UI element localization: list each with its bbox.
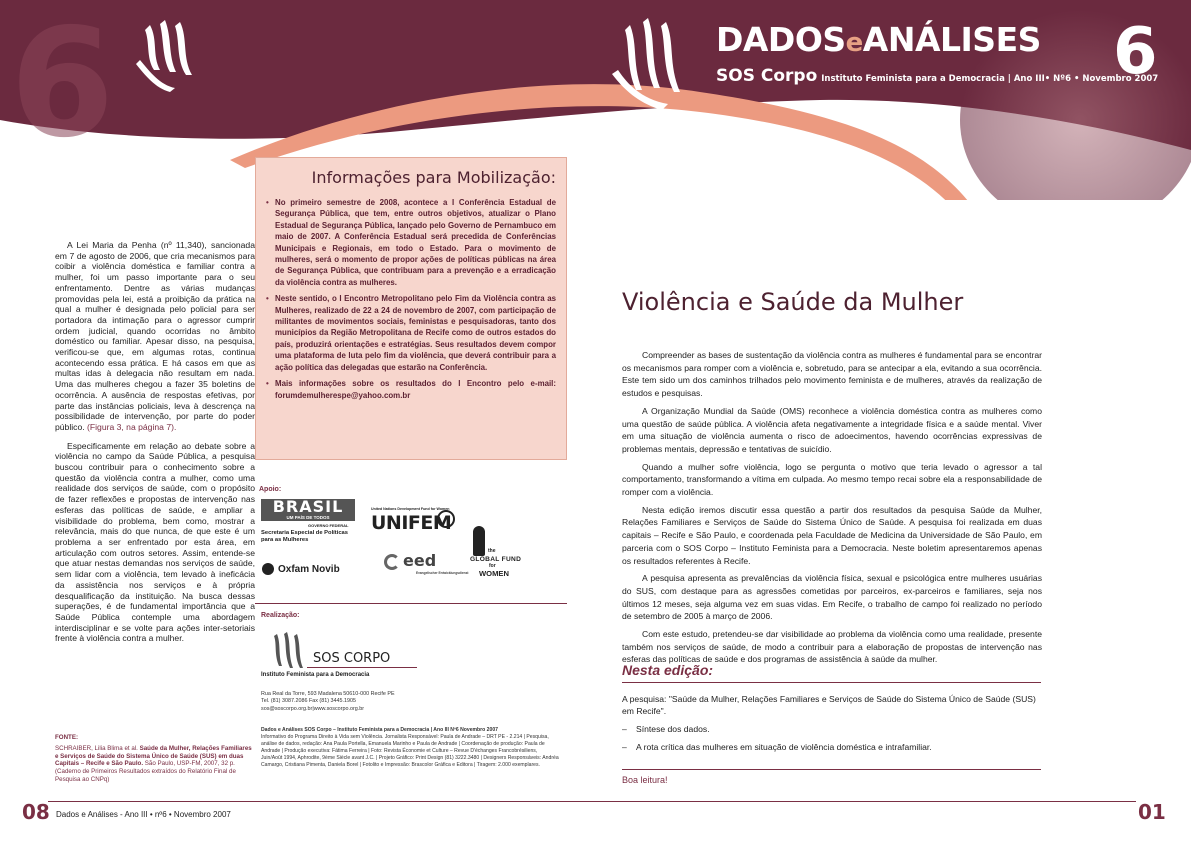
eed-icon — [384, 554, 400, 570]
brasil-logo — [261, 499, 355, 521]
nesta-intro: A pesquisa: "Saúde da Mulher, Relações Familiares e Serviços de Saúde do Sistema Único de Saúde (SUS) em Recife". — [622, 694, 1036, 716]
gfw-global: GLOBAL FUND — [470, 556, 522, 563]
footer-text: Dados e Análises - Ano III • nº6 • Novembro 2007 — [56, 810, 231, 819]
footer-rule — [48, 801, 1136, 802]
unifem-logo: UNIFEM — [371, 512, 452, 534]
globe-icon — [437, 510, 455, 528]
secretaria-label: Secretaria Especial de Políticas para as Mulheres — [261, 530, 349, 543]
mobilization-item: • Mais informações sobre os resultados do I Encontro pelo e-mail: forumdemulherespe@yahoo.com.br — [266, 378, 556, 401]
article-title: Violência e Saúde da Mulher — [622, 288, 964, 316]
sos-corpo-sub: Instituto Feminista para a Democracia — [261, 672, 370, 678]
mobilization-box — [255, 157, 567, 460]
gov-label: GOVERNO FEDERAL — [308, 523, 349, 528]
gfw-icon — [473, 526, 485, 556]
sos-corpo-logo: SOS CORPO — [313, 651, 391, 666]
address-line: Rua Real da Torre, 593 Madalena 50610-000 Recife PE — [261, 691, 395, 697]
nesta-rule — [622, 682, 1041, 683]
oxfam-logo: Oxfam Novib — [278, 564, 340, 575]
eed-sub: Evangelischer Entwicklungsdienst — [416, 571, 469, 575]
realizacao-box — [255, 603, 567, 787]
page-number-left: 08 — [22, 800, 50, 824]
apoio-label: Apoio: — [259, 486, 282, 493]
phone-line: Tel. (81) 3087.2086 Fax (81) 3445.1905 — [261, 698, 356, 705]
nesta-item: – Síntese dos dados. — [622, 723, 1042, 735]
credits-title: Dados e Análises SOS Corpo – Instituto Feminista para a Democracia | Ano III Nº6 Novembro 2007 — [261, 727, 499, 733]
article-paragraph: A Organização Mundial da Saúde (OMS) reconhece a violência doméstica contra as mulheres como uma questão de saúde pública. A violência afeta negativamente a integridade física e a saúde mental. Viver em uma situação de violência aumenta o risco de adoecimentos, havendo ocorrências expressivas de problemas mentais, depressão e tentativas de suicídio. — [622, 405, 1042, 454]
issue-number: 6 — [1113, 15, 1158, 89]
article-paragraph: A pesquisa apresenta as prevalências da violência física, sexual e psicológica entre mulheres usuárias do SUS, com destaque para as agressões cometidas por parceiros, ex-parceiros e familiares, seja nos últimos 12 meses, seja alguma vez em suas vidas. Em Recife, o trabalho de campo foi realizado no período de setembro de 2005 à março de 2006. — [622, 573, 1042, 622]
credits-text: Informativo do Programa Direito à Vida sem Violência. Jornalista Responsável: Paula de Andrade – DRT PE - 2.214 | Pesquisa, análise de dados, redação: Ana Paula Portella, Emanuela Marinho e Paula de Andrade | Coordenação de produção: Paula de Andrade | Produção executiva: Fátima Ferreira | Foto: Revista Économie et Culture – Revue D'échanges Francobrésiliens, Juin/Août 1994, Aphrodite, 9ème Siècle avant J.C. | Projeto Gráfico: Print Design (81) 3222.3480 | Designers Responsáveis: Andréa Camargo, Cristiana Pimenta, Daniela Borel | Fotolito e Impressão: Brascolor Gráfica e Editora | Tiragem: 2.000 exemplares. — [261, 733, 559, 768]
left-column — [55, 240, 255, 652]
oxfam-icon — [262, 563, 274, 575]
boa-rule — [622, 769, 1041, 770]
ghost-number: 6 — [10, 0, 115, 171]
nesta-edicao-body — [622, 693, 1042, 753]
article-paragraph: Compreender as bases de sustentação da violência contra as mulheres é fundamental para se encontrar os mecanismos para romper com a violência e, sobretudo, para se antecipar a ela, evitando a sua ocorrência. Este tem sido um dos caminhos trilhados pelo movimento feminista e de mulheres, através da realização de estudos e pesquisas. — [622, 350, 1042, 399]
article-paragraph: Com este estudo, pretendeu-se dar visibilidade ao problema da violência como uma realidade, presente também nos serviços de saúde, de modo a contribuir para a elaboração de propostas de intervenção nas esferas das políticas de saúde e dos programas de assistência à saúde da mulher. — [622, 629, 1042, 665]
mobilization-item: • Neste sentido, o I Encontro Metropolitano pelo Fim da Violência contra as Mulheres, realizado de 22 a 24 de novembro de 2007, com participação de militantes de movimentos sociais, feministas e pesquisadoras, tanto dos municípios da Região Metropolitana de Recife como de outros estados do país, produzirá orientações e estratégias. Seus resultados devem compor uma plataforma de luta pelo fim da violência, que deverá contribuir para a ação política das delegadas que estarão na Conferência. — [266, 293, 556, 373]
mobilization-title: Informações para Mobilização: — [311, 168, 556, 187]
credits-block — [261, 727, 559, 768]
left-paragraph-1: A Lei Maria da Penha (nº 11,340), sancionada em 7 de agosto de 2006, que cria mecanismos para coibir a violência doméstica e familiar contra a mulher, foi um passo importante para o seu enfrentamento. Dentre as várias mudanças promovidas pela lei, está a proibição da prática na qual a mulher é designada pelo policial para ser portadora da intimação para o agressor cumprir ordem judicial, quando ocorridas no âmbito doméstico ou familiar. Apesar disso, na pesquisa, verificou-se que, em algumas rotas, continua acontecendo essa prática. E há casos em que as multas idas à delegacia não resultam em nada. Uma das mulheres chegou a fazer 35 boletins de ocorrência. A ausência de respostas efetivas, por parte das instâncias policiais, leva à descrença na possibilidade de intervenção, por parte do poder público. (Figura 3, na página 7). — [55, 240, 255, 432]
left-paragraph-2: Especificamente em relação ao debate sobre a violência no campo da Saúde Pública, a pesquisa buscou contribuir para o conhecimento sobre a questão da violência contra a mulher, como uma realidade dos serviços de saúde, com o propósito de fazer reflexões e propostas de intervenção nas esferas das políticas de saúde, e ampliar a visibilidade do problema, bem como, mostrar a relevância, mais do que nunca, de que este é um problema a ser enfrentado por esta área, em articulação com outros setores. Assim, entende-se que atuar nestas demandas nos serviços de saúde, sem lidar com a violência, tem levado à ineficácia da assistência nos serviços e à própria desqualificação da instituição. Na busca dessas superações, é de fundamental importância que a Saúde Pública contemple uma abordagem interdisciplinar e se volte para ações inter-setoriais frente à violência contra a mulher. — [55, 440, 255, 644]
brand-subtitle: SOS Corpo Instituto Feminista para a Democracia | Ano III• Nº6 • Novembro 2007 — [716, 66, 1159, 86]
article-paragraph: Quando a mulher sofre violência, logo se pergunta o motivo que teria levado o agressor a tal comportamento, transformando a vítima em culpada. Ao mesmo tempo recai sobre ela a responsabilidade de romper com a violência. — [622, 461, 1042, 498]
realizacao-label: Realização: — [261, 612, 300, 619]
address-block — [261, 691, 395, 713]
mobilization-item: • No primeiro semestre de 2008, acontece a I Conferência Estadual de Segurança Pública, que tem, entre outros objetivos, atualizar o Plano Estadual de Segurança Pública, lançado pelo Governo de Pernambuco em maio de 2007. A Conferência Estadual será precedida de Conferências Municipais e Regionais, em todo o Estado. Para o movimento de mulheres, será o momento de propor ações de políticas públicas na área de Segurança Pública, que contribuam para a prevenção e a erradicação da violência contra as mulheres. — [266, 197, 556, 288]
nesta-edicao-title: Nesta edição: — [622, 662, 714, 678]
closing-text: Boa leitura! — [622, 775, 668, 785]
article-paragraph: Nesta edição iremos discutir essa questão a partir dos resultados da pesquisa Saúde da Mulher, Relações Familiares e Serviços de Saúde do Sistema Único de Saúde. A pesquisa foi realizada em duas capitais – Recife e São Paulo, e coordenada pela Faculdade de Medicina da Universidade de São Paulo, em parceria com o SOS Corpo – Instituto Feminista para a Democracia. Neste boletim apresentaremos apenas os resultados referentes à Recife. — [622, 504, 1042, 566]
eed-logo: eed — [403, 551, 437, 570]
page-number-right: 01 — [1138, 800, 1166, 824]
brasil-logo-sub: UM PAÍS DE TODOS — [286, 515, 330, 520]
article-body — [622, 349, 1042, 671]
sos-dancers-icon — [269, 630, 309, 670]
sos-rule — [307, 667, 417, 668]
brand-title: DADOSeANÁLISES — [716, 20, 1041, 59]
unifem-small: United Nations Development Fund for Women — [371, 507, 450, 511]
gfw-for: for — [489, 563, 496, 569]
brasil-logo-text: BRASIL — [272, 497, 344, 516]
nesta-item: – A rota crítica das mulheres em situação de violência doméstica e intrafamiliar. — [622, 741, 1042, 753]
source-note: FONTE: SCHRAIBER, Lilia Blima et al. Saúde da Mulher, Relações Familiares e Serviços de Saúde do Sistema Único de Saúde (SUS) em duas Capitais – Recife e São Paulo. São Paulo, USP-FM, 2007, 32 p. (Caderno de Primeiros Resultados extraídos do Relatório Final de Pesquisa ao CNPq) — [55, 734, 252, 783]
email-line: sos@soscorpo.org.br|www.soscorpo.org.br — [261, 705, 365, 712]
gfw-the: the — [488, 548, 496, 554]
gfw-women: WOMEN — [479, 569, 509, 578]
